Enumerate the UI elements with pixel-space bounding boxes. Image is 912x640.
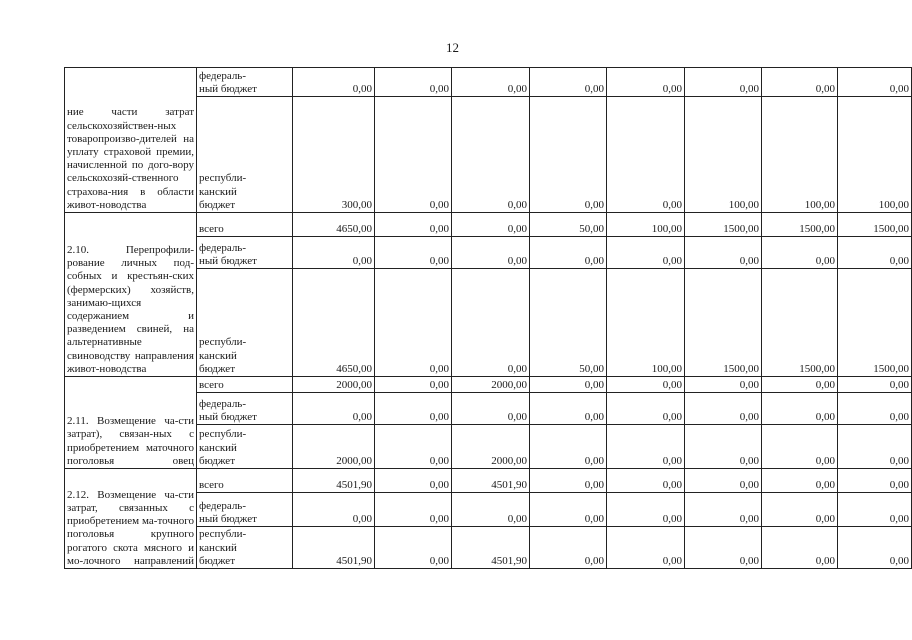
funding-source-label: федераль- ный бюджет [199, 241, 257, 267]
funding-source [197, 377, 293, 393]
amount-cell: 4501,90 [452, 527, 530, 569]
amount-cell: 0,00 [452, 237, 530, 269]
amount-cell: 100,00 [838, 97, 912, 213]
amount-cell: 0,00 [452, 393, 530, 425]
amount-cell: 0,00 [375, 425, 452, 469]
funding-source [197, 493, 293, 527]
amount-cell: 0,00 [838, 493, 912, 527]
funding-source-label: всего [199, 378, 224, 391]
funding-source [197, 425, 293, 469]
amount-cell: 0,00 [838, 425, 912, 469]
measure-name: 2.11. Возмещение ча-сти затрат), связан-ных с приобретением маточного поголовья овец [65, 377, 197, 469]
amount-cell: 0,00 [685, 493, 762, 527]
amount-cell: 0,00 [762, 237, 838, 269]
amount-cell: 0,00 [452, 68, 530, 97]
funding-source-label: федераль- ный бюджет [199, 69, 257, 95]
amount-cell: 1500,00 [685, 269, 762, 377]
amount-cell: 1500,00 [762, 213, 838, 237]
funding-source-label: республи- канский бюджет [199, 528, 247, 567]
amount-cell: 2000,00 [452, 425, 530, 469]
amount-cell: 0,00 [838, 237, 912, 269]
amount-cell: 4501,90 [293, 469, 375, 493]
measure-name: 2.12. Возмещение ча-сти затрат, связанных с приобретением ма-точного поголовья крупного рогатого скота мясного и мо-лочного направлений [65, 469, 197, 569]
amount-cell: 0,00 [375, 97, 452, 213]
amount-cell: 0,00 [375, 269, 452, 377]
budget-table [64, 67, 912, 569]
amount-cell: 0,00 [452, 269, 530, 377]
amount-cell: 0,00 [452, 97, 530, 213]
amount-cell: 0,00 [838, 469, 912, 493]
amount-cell: 1500,00 [685, 213, 762, 237]
funding-source-label: всего [199, 478, 224, 491]
amount-cell: 1500,00 [838, 213, 912, 237]
amount-cell: 0,00 [375, 377, 452, 393]
amount-cell: 0,00 [293, 68, 375, 97]
amount-cell: 0,00 [607, 469, 685, 493]
amount-cell: 0,00 [685, 237, 762, 269]
table-row [65, 377, 912, 393]
amount-cell: 0,00 [375, 237, 452, 269]
amount-cell: 0,00 [375, 393, 452, 425]
funding-source [197, 269, 293, 377]
measure-name: 2.10. Перепрофили-рование личных под-собных и крестьян-ских (фермерских) хозяйств, занимаю-щихся содержанием и разведением свиней, на альтернативные свиноводству направления живот-новодства [65, 213, 197, 377]
amount-cell: 50,00 [530, 213, 607, 237]
amount-cell: 0,00 [607, 68, 685, 97]
amount-cell: 0,00 [762, 393, 838, 425]
amount-cell: 0,00 [762, 527, 838, 569]
amount-cell: 0,00 [530, 393, 607, 425]
funding-source [197, 469, 293, 493]
amount-cell: 300,00 [293, 97, 375, 213]
amount-cell: 0,00 [838, 527, 912, 569]
table-body [65, 68, 912, 569]
amount-cell: 0,00 [293, 493, 375, 527]
amount-cell: 0,00 [452, 493, 530, 527]
amount-cell: 2000,00 [452, 377, 530, 393]
funding-source-label: республи- канский бюджет [199, 172, 247, 211]
funding-source-label: республи- канский бюджет [199, 336, 247, 375]
measure-name: ние части затрат сельскохозяйствен-ных товаропроизво-дителей на уплату страховой премии, начисленной по дого-вору сельскохозяй-ственного страхова-ния в области живот-новодства [65, 68, 197, 213]
amount-cell: 0,00 [762, 377, 838, 393]
amount-cell: 0,00 [607, 527, 685, 569]
amount-cell: 0,00 [685, 527, 762, 569]
amount-cell: 0,00 [607, 393, 685, 425]
amount-cell: 0,00 [607, 237, 685, 269]
funding-source [197, 237, 293, 269]
amount-cell: 0,00 [375, 213, 452, 237]
amount-cell: 0,00 [607, 425, 685, 469]
amount-cell: 0,00 [685, 469, 762, 493]
amount-cell: 0,00 [607, 97, 685, 213]
amount-cell: 0,00 [838, 377, 912, 393]
amount-cell: 0,00 [530, 493, 607, 527]
amount-cell: 0,00 [685, 393, 762, 425]
amount-cell: 4501,90 [293, 527, 375, 569]
amount-cell: 0,00 [530, 68, 607, 97]
amount-cell: 0,00 [762, 68, 838, 97]
amount-cell: 0,00 [530, 97, 607, 213]
amount-cell: 100,00 [762, 97, 838, 213]
amount-cell: 0,00 [375, 68, 452, 97]
amount-cell: 0,00 [530, 377, 607, 393]
amount-cell: 0,00 [762, 425, 838, 469]
funding-source [197, 213, 293, 237]
amount-cell: 0,00 [530, 425, 607, 469]
funding-source [197, 97, 293, 213]
amount-cell: 0,00 [685, 425, 762, 469]
amount-cell: 2000,00 [293, 377, 375, 393]
amount-cell: 0,00 [685, 377, 762, 393]
funding-source [197, 527, 293, 569]
amount-cell: 4650,00 [293, 213, 375, 237]
amount-cell: 0,00 [293, 237, 375, 269]
amount-cell: 0,00 [452, 213, 530, 237]
funding-source-label: федераль- ный бюджет [199, 397, 257, 423]
funding-source [197, 68, 293, 97]
amount-cell: 2000,00 [293, 425, 375, 469]
amount-cell: 0,00 [293, 393, 375, 425]
amount-cell: 50,00 [530, 269, 607, 377]
amount-cell: 0,00 [762, 493, 838, 527]
amount-cell: 1500,00 [762, 269, 838, 377]
amount-cell: 0,00 [838, 68, 912, 97]
amount-cell: 100,00 [607, 269, 685, 377]
amount-cell: 4501,90 [452, 469, 530, 493]
amount-cell: 0,00 [375, 469, 452, 493]
amount-cell: 0,00 [762, 469, 838, 493]
amount-cell: 0,00 [530, 237, 607, 269]
amount-cell: 0,00 [375, 493, 452, 527]
amount-cell: 4650,00 [293, 269, 375, 377]
table-row [65, 213, 912, 237]
funding-source-label: всего [199, 222, 224, 235]
table-row [65, 469, 912, 493]
amount-cell: 0,00 [607, 377, 685, 393]
amount-cell: 0,00 [838, 393, 912, 425]
page-number: 12 [446, 40, 459, 55]
amount-cell: 0,00 [607, 493, 685, 527]
amount-cell: 0,00 [530, 527, 607, 569]
amount-cell: 0,00 [375, 527, 452, 569]
amount-cell: 0,00 [530, 469, 607, 493]
amount-cell: 100,00 [685, 97, 762, 213]
amount-cell: 0,00 [685, 68, 762, 97]
funding-source-label: республи- канский бюджет [199, 428, 247, 467]
amount-cell: 1500,00 [838, 269, 912, 377]
funding-source-label: федераль- ный бюджет [199, 499, 257, 525]
table-row [65, 68, 912, 97]
funding-source [197, 393, 293, 425]
amount-cell: 100,00 [607, 213, 685, 237]
